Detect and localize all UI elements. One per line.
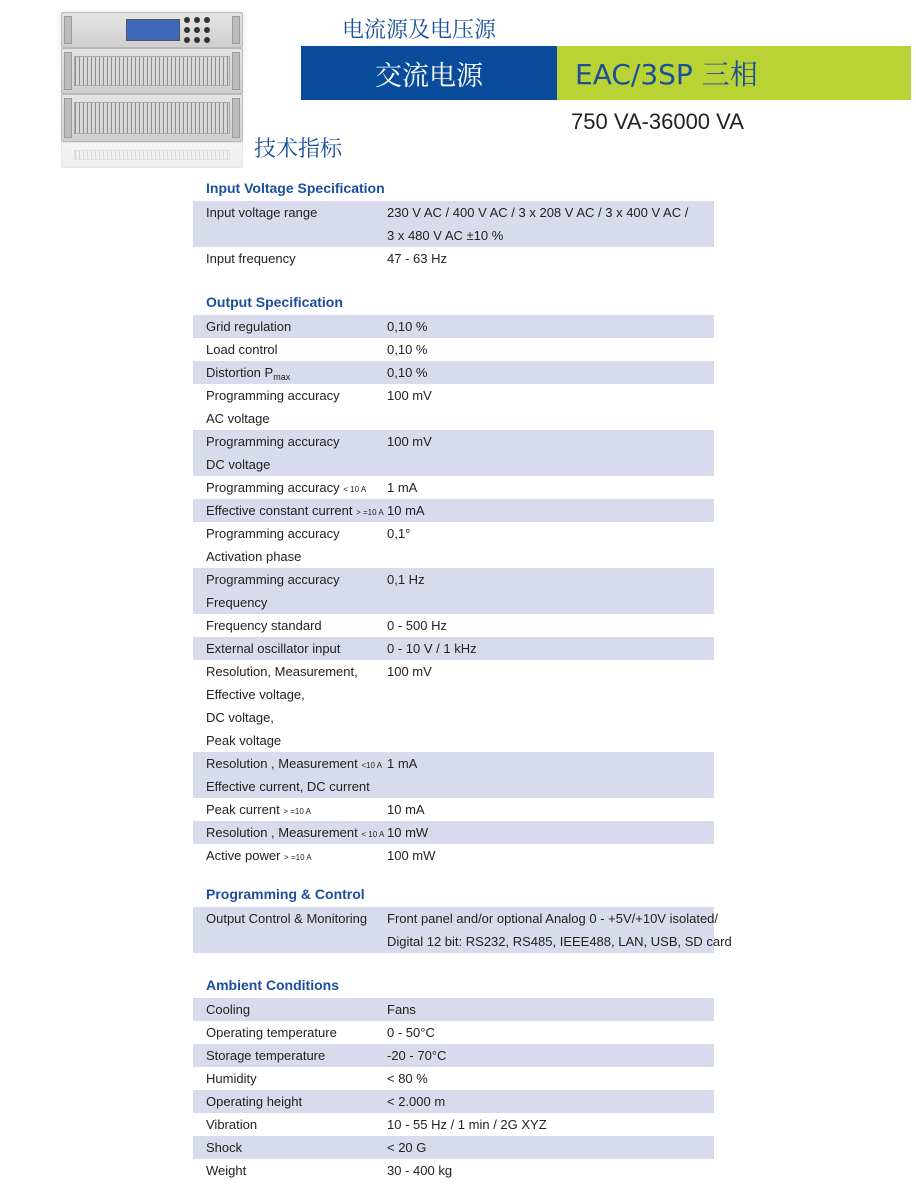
spec-value: [387, 384, 432, 407]
spec-label-text: Output Control & Monitoring: [206, 911, 368, 926]
spec-value: [387, 361, 427, 384]
rack-handle: [232, 98, 240, 138]
spec-label-text: Resolution , Measurement: [206, 825, 358, 840]
spec-label-condition: < 10 A: [361, 830, 385, 839]
spec-label: [206, 752, 382, 798]
spec-label-line: [206, 614, 322, 637]
spec-label: [206, 361, 290, 384]
lcd-display: [126, 19, 180, 41]
power-supply-unit-middle: [61, 48, 243, 94]
control-knob: [204, 17, 210, 23]
spec-label-text: Storage temperature: [206, 1048, 326, 1063]
spec-table-programming: [193, 907, 732, 953]
spec-label-line: [206, 1113, 257, 1136]
spec-label-line: [206, 591, 340, 614]
power-supply-unit-bottom: [61, 94, 243, 142]
spec-label-line: [206, 522, 340, 545]
spec-label-line: [206, 499, 384, 522]
rack-handle: [64, 98, 72, 138]
spec-label-line: [206, 315, 291, 338]
spec-label-text: Input frequency: [206, 251, 296, 266]
spec-label-text: DC voltage: [206, 457, 271, 472]
spec-value: [387, 998, 416, 1021]
spec-value: [387, 568, 425, 591]
spec-label-text: Vibration: [206, 1117, 258, 1132]
spec-row: [193, 568, 714, 614]
spec-value: [387, 315, 427, 338]
spec-label: [206, 614, 322, 637]
spec-label-line: [206, 683, 358, 706]
spec-value-line: 10 mA: [387, 802, 425, 817]
spec-label: [206, 1113, 257, 1136]
spec-label: [206, 315, 291, 338]
spec-row: [193, 476, 714, 499]
spec-label-line: [206, 453, 340, 476]
spec-value: [387, 907, 732, 953]
title-band-right: EAC/3SP 三相: [557, 46, 911, 100]
spec-row: [193, 1136, 714, 1159]
spec-value: [387, 1021, 435, 1044]
ventilation-grille: [74, 56, 230, 86]
spec-value: [387, 821, 428, 844]
spec-label: [206, 1044, 325, 1067]
spec-label-text: Peak current: [206, 802, 280, 817]
section-title-output: Output Specification: [206, 294, 343, 310]
spec-label-text: Peak voltage: [206, 733, 282, 748]
spec-value-line: < 20 G: [387, 1140, 427, 1155]
spec-label-line: [206, 798, 311, 821]
spec-row: [193, 1159, 714, 1182]
spec-row: [193, 201, 714, 247]
spec-label-text: Resolution, Measurement,: [206, 664, 358, 679]
spec-label-condition: <10 A: [361, 761, 383, 770]
spec-value-line: 100 mV: [387, 388, 432, 403]
spec-label-condition: < 10 A: [343, 485, 367, 494]
ventilation-grille: [74, 150, 230, 160]
spec-row: [193, 1044, 714, 1067]
spec-label: [206, 499, 384, 522]
spec-value: [387, 844, 435, 867]
rack-handle: [232, 52, 240, 90]
spec-label-line: [206, 821, 384, 844]
spec-label-line: [206, 545, 340, 568]
spec-label: [206, 637, 340, 660]
spec-label-text: Load control: [206, 342, 278, 357]
spec-value: [387, 637, 477, 660]
spec-label-line: [206, 247, 296, 270]
spec-label: [206, 338, 278, 361]
spec-row: [193, 1090, 714, 1113]
spec-label-line: [206, 384, 340, 407]
spec-value-line: 0 - 500 Hz: [387, 618, 447, 633]
spec-value-line: 0,10 %: [387, 319, 428, 334]
rack-handle: [64, 52, 72, 90]
spec-label: [206, 522, 340, 568]
control-knob: [184, 17, 190, 23]
spec-row: [193, 614, 714, 637]
spec-label-text: Frequency: [206, 595, 268, 610]
spec-label-line: [206, 907, 367, 930]
section-title-ambient: Ambient Conditions: [206, 977, 339, 993]
spec-label-text: Activation phase: [206, 549, 302, 564]
spec-label: [206, 384, 340, 430]
spec-label-text: Weight: [206, 1163, 247, 1178]
spec-label-line: [206, 706, 358, 729]
power-supply-unit-top: [61, 12, 243, 48]
spec-label-line: [206, 1067, 257, 1090]
spec-value-line: 100 mW: [387, 848, 436, 863]
spec-value-line: 230 V AC / 400 V AC / 3 x 208 V AC / 3 x 400 V AC /: [387, 205, 689, 220]
spec-value: [387, 338, 427, 361]
spec-label: [206, 1159, 246, 1182]
spec-table-ambient: [193, 998, 714, 1182]
rack-handle: [64, 16, 72, 44]
spec-label-text: DC voltage,: [206, 710, 274, 725]
spec-value-line: 100 mV: [387, 434, 432, 449]
spec-label-line: [206, 201, 317, 224]
spec-value-line: Digital 12 bit: RS232, RS485, IEEE488, LAN, USB, SD card: [387, 934, 732, 949]
spec-value-line: Front panel and/or optional Analog 0 - +5V/+10V isolated/: [387, 911, 719, 926]
spec-label-line: [206, 1090, 302, 1113]
spec-value-line: 3 x 480 V AC ±10 %: [387, 228, 504, 243]
spec-value: [387, 430, 432, 453]
spec-value: [387, 201, 688, 247]
spec-value-line: 10 mW: [387, 825, 429, 840]
spec-label: [206, 568, 340, 614]
spec-label-line: [206, 752, 382, 775]
spec-label-text: Operating temperature: [206, 1025, 337, 1040]
spec-label: [206, 907, 367, 930]
spec-label: [206, 201, 317, 224]
spec-label-line: [206, 338, 278, 361]
spec-row: [193, 798, 714, 821]
spec-value-line: 0,10 %: [387, 365, 428, 380]
section-title-programming: Programming & Control: [206, 886, 365, 902]
spec-label-text: External oscillator input: [206, 641, 341, 656]
spec-value: [387, 752, 417, 775]
spec-label: [206, 660, 358, 752]
spec-label-line: [206, 476, 366, 499]
spec-label-line: [206, 361, 290, 384]
spec-label-line: [206, 1136, 242, 1159]
product-reflection: [61, 142, 243, 168]
spec-label: [206, 1090, 302, 1113]
spec-label-text: Distortion P: [206, 365, 274, 380]
spec-label-line: [206, 1021, 337, 1044]
spec-row: [193, 430, 714, 476]
spec-label: [206, 247, 296, 270]
title-band: [301, 46, 911, 100]
spec-value-line: 30 - 400 kg: [387, 1163, 453, 1178]
spec-label-text: Effective constant current: [206, 503, 353, 518]
spec-row: [193, 522, 714, 568]
spec-label-text: Programming accuracy: [206, 480, 340, 495]
spec-label-condition: > =10 A: [284, 853, 312, 862]
spec-row: [193, 338, 714, 361]
spec-row: [193, 1113, 714, 1136]
spec-label-text: AC voltage: [206, 411, 270, 426]
spec-label-line: [206, 568, 340, 591]
spec-value: [387, 247, 447, 270]
spec-value-line: 10 - 55 Hz / 1 min / 2G XYZ: [387, 1117, 547, 1132]
spec-label: [206, 998, 250, 1021]
spec-row: [193, 1021, 714, 1044]
spec-row: [193, 821, 714, 844]
spec-value-line: -20 - 70°C: [387, 1048, 447, 1063]
spec-value-line: < 2.000 m: [387, 1094, 446, 1109]
spec-label: [206, 1067, 257, 1090]
subtitle-cn: 电流源及电压源: [342, 18, 497, 43]
spec-label: [206, 430, 340, 476]
spec-label: [206, 1021, 337, 1044]
spec-value: [387, 1067, 428, 1090]
spec-row: [193, 499, 714, 522]
spec-label-line: [206, 1159, 246, 1182]
spec-label-text: Effective voltage,: [206, 687, 305, 702]
spec-label-text: Programming accuracy: [206, 526, 340, 541]
spec-label-condition: > =10 A: [356, 508, 384, 517]
spec-label-text: Resolution , Measurement: [206, 756, 358, 771]
spec-value: [387, 798, 425, 821]
spec-value: [387, 614, 447, 637]
spec-value-line: < 80 %: [387, 1071, 428, 1086]
spec-row: [193, 637, 714, 660]
spec-label-text: Programming accuracy: [206, 434, 340, 449]
spec-value: [387, 1113, 547, 1136]
spec-value-line: 1 mA: [387, 756, 418, 771]
spec-value-line: 1 mA: [387, 480, 418, 495]
spec-value: [387, 1090, 445, 1113]
spec-label: [206, 798, 311, 821]
spec-value: [387, 1044, 446, 1067]
spec-value-line: 47 - 63 Hz: [387, 251, 447, 266]
spec-label-text: Operating height: [206, 1094, 303, 1109]
spec-value: [387, 499, 425, 522]
spec-label-text: Frequency standard: [206, 618, 322, 633]
spec-row: [193, 660, 714, 752]
spec-table-output: [193, 315, 714, 867]
spec-row: [193, 752, 714, 798]
spec-label-line: [206, 660, 358, 683]
spec-label: [206, 821, 384, 844]
product-image: [57, 10, 247, 168]
spec-label-line: [206, 729, 358, 752]
spec-label: [206, 476, 366, 499]
spec-row: [193, 361, 714, 384]
spec-label-subscript: max: [273, 372, 291, 382]
spec-value-line: 0,1°: [387, 526, 411, 541]
spec-label: [206, 1136, 242, 1159]
spec-row: [193, 907, 732, 953]
spec-row: [193, 315, 714, 338]
spec-value-line: 100 mV: [387, 664, 432, 679]
title-band-left: 交流电源: [301, 46, 557, 100]
spec-label-text: Effective current, DC current: [206, 779, 370, 794]
spec-value-line: 0,10 %: [387, 342, 428, 357]
spec-label-line: [206, 998, 250, 1021]
rack-handle: [232, 16, 240, 44]
spec-label-line: [206, 844, 312, 867]
spec-value-line: 0,1 Hz: [387, 572, 425, 587]
spec-value: [387, 522, 410, 545]
spec-label-text: Programming accuracy: [206, 388, 340, 403]
spec-table-input: [193, 201, 714, 270]
spec-label-text: Active power: [206, 848, 281, 863]
spec-label-line: [206, 1044, 325, 1067]
spec-row: [193, 998, 714, 1021]
spec-value-line: 0 - 50°C: [387, 1025, 435, 1040]
spec-label-line: [206, 407, 340, 430]
spec-label-text: Humidity: [206, 1071, 257, 1086]
spec-label-text: Grid regulation: [206, 319, 292, 334]
spec-row: [193, 844, 714, 867]
section-title-input: Input Voltage Specification: [206, 180, 385, 196]
spec-value: [387, 1136, 426, 1159]
spec-value-line: 0 - 10 V / 1 kHz: [387, 641, 477, 656]
ventilation-grille: [74, 102, 230, 134]
spec-row: [193, 247, 714, 270]
spec-label-line: [206, 430, 340, 453]
spec-label-text: Cooling: [206, 1002, 251, 1017]
spec-value-line: 10 mA: [387, 503, 425, 518]
control-knob: [194, 17, 200, 23]
spec-label-text: Shock: [206, 1140, 243, 1155]
power-range: 750 VA-36000 VA: [571, 109, 744, 134]
spec-label-line: [206, 775, 382, 798]
spec-value: [387, 1159, 452, 1182]
spec-value-line: Fans: [387, 1002, 416, 1017]
spec-row: [193, 1067, 714, 1090]
spec-label-text: Programming accuracy: [206, 572, 340, 587]
spec-value: [387, 660, 432, 683]
spec-label-text: Input voltage range: [206, 205, 318, 220]
tech-spec-title: 技术指标: [254, 137, 343, 162]
spec-label: [206, 844, 312, 867]
spec-value: [387, 476, 417, 499]
spec-label-line: [206, 637, 340, 660]
spec-label-condition: > =10 A: [283, 807, 311, 816]
spec-row: [193, 384, 714, 430]
